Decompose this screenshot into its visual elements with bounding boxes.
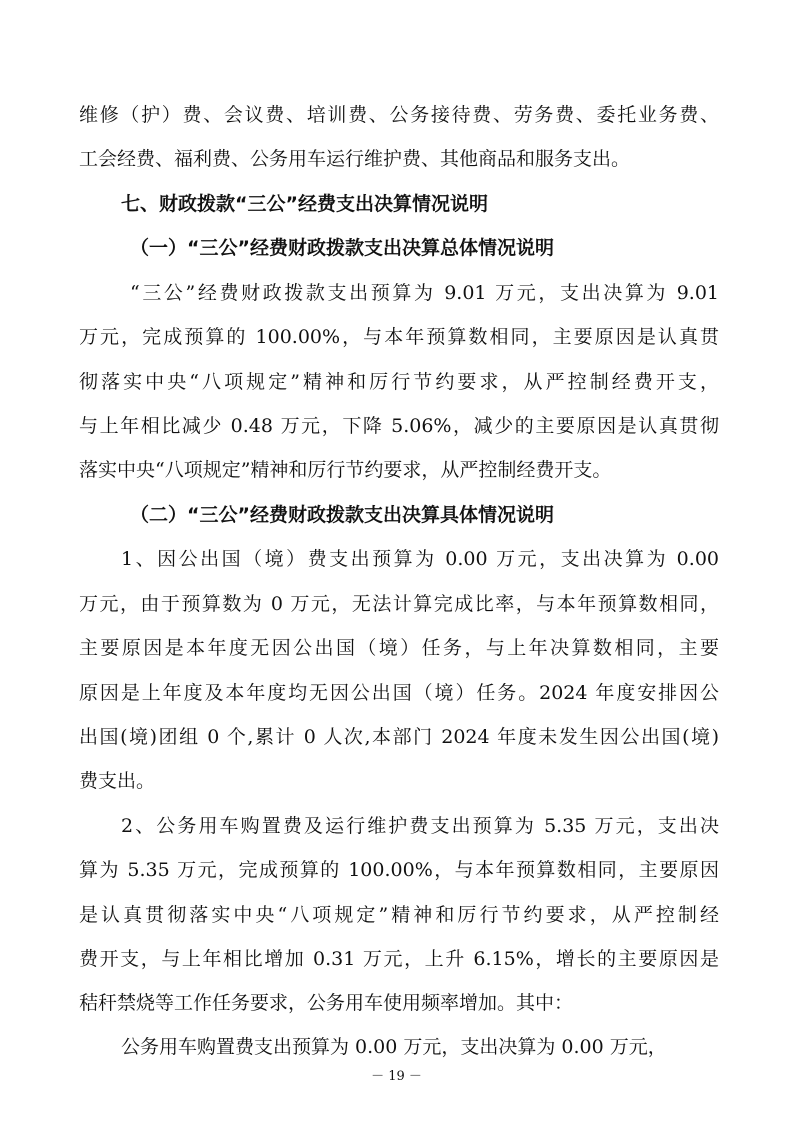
paragraph-line: 费支出。 <box>79 770 156 792</box>
paragraph-line: 费开支，与上年相比增加 0.31 万元，上升 6.15%，增长的主要原因是 <box>79 948 719 970</box>
paragraph-line: 维修（护）费、会议费、培训费、公务接待费、劳务费、委托业务费、 <box>79 104 719 126</box>
paragraph-line: 是认真贯彻落实中央“八项规定”精神和厉行节约要求，从严控制经 <box>79 904 719 926</box>
paragraph-line: 公务用车购置费支出预算为 0.00 万元，支出决算为 0.00 万元， <box>121 1036 667 1058</box>
paragraph-line: 万元，完成预算的 100.00%，与本年预算数相同，主要原因是认真贯 <box>79 326 719 348</box>
page-number: － 19 － <box>371 1069 422 1084</box>
section-heading: 七、财政拨款“三公”经费支出决算情况说明 <box>121 193 488 215</box>
paragraph-line: 工会经费、福利费、公务用车运行维护费、其他商品和服务支出。 <box>79 148 631 170</box>
paragraph-line: 主要原因是本年度无因公出国（境）任务，与上年决算数相同，主要 <box>79 637 719 659</box>
paragraph-line: 2、公务用车购置费及运行维护费支出预算为 5.35 万元，支出决 <box>121 815 719 837</box>
paragraph-line: 落实中央“八项规定”精神和厉行节约要求，从严控制经费开支。 <box>79 459 612 481</box>
paragraph-line: 原因是上年度及本年度均无因公出国（境）任务。2024 年度安排因公 <box>79 682 719 704</box>
paragraph-line: 万元，由于预算数为 0 万元，无法计算完成比率，与本年预算数相同， <box>79 593 719 615</box>
paragraph-line: “三公”经费财政拨款支出预算为 9.01 万元，支出决算为 9.01 <box>130 282 719 304</box>
paragraph-line: 与上年相比减少 0.48 万元，下降 5.06%，减少的主要原因是认真贯彻 <box>79 415 719 437</box>
paragraph-line: 出国(境)团组 0 个,累计 0 人次,本部门 2024 年度未发生因公出国(境) <box>79 726 719 748</box>
paragraph-line: 秸秆禁烧等工作任务要求，公务用车使用频率增加。其中： <box>79 992 574 1014</box>
paragraph-line: 1、因公出国（境）费支出预算为 0.00 万元，支出决算为 0.00 <box>121 548 719 570</box>
paragraph-line: 彻落实中央“八项规定”精神和厉行节约要求，从严控制经费开支， <box>79 371 719 393</box>
subsection-heading: （一）“三公”经费财政拨款支出决算总体情况说明 <box>130 237 554 259</box>
paragraph-line: 算为 5.35 万元，完成预算的 100.00%，与本年预算数相同，主要原因 <box>79 859 719 881</box>
subsection-heading: （二）“三公”经费财政拨款支出决算具体情况说明 <box>130 504 554 526</box>
